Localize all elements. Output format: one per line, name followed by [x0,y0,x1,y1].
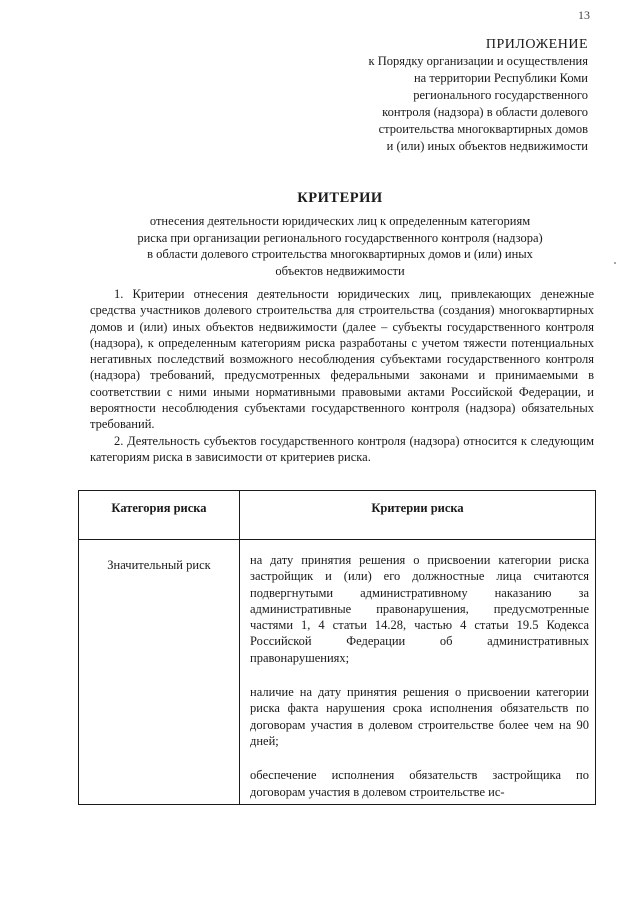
scan-speck [614,262,616,264]
appendix-line: контроля (надзора) в области долевого [382,105,588,119]
table-header-row [79,491,596,540]
heading-line: в области долевого строительства многоквартирных домов и (или) иных [147,247,533,261]
appendix-line: к Порядку организации и осуществления [368,54,588,68]
appendix-line: регионального государственного [413,88,588,102]
header-risk-category: Категория риска [79,491,240,540]
appendix-line: на территории Республики Коми [413,71,588,85]
criteria-text: наличие на дату принятия решения о присвоении категории риска факта нарушения срока исполнения обязательств по договорам участия в долевом строительстве более чем на 90 дней; [250,685,589,748]
body-text [90,286,594,465]
table-row [79,540,596,805]
risk-category-cell: Значительный риск [79,540,240,805]
criteria-item [250,684,589,749]
appendix-title: ПРИЛОЖЕНИЕ [485,37,588,52]
heading-line: объектов недвижимости [275,263,405,278]
criteria-text: на дату принятия решения о присвоении категории риска застройщик и (или) его должностные лица считаются подвергнутыми административному наказанию за административные правонарушения, предусмотренные частями 1, 4 статьи 14.28, частью 4 статьи 19.5 Кодекса Российской Федерации об административных правонарушениях; [250,553,589,665]
header-risk-criteria: Критерии риска [240,491,596,540]
appendix-block [288,36,588,155]
criteria-text: обеспечение исполнения обязательств застройщика по договорам участия в долевом строительстве ис- [250,768,589,799]
risk-criteria-cell [240,540,596,805]
criteria-item [250,552,589,666]
appendix-line: и (или) иных объектов недвижимости [386,139,588,153]
criteria-item [250,767,589,800]
criteria-table [78,490,596,805]
document-title: КРИТЕРИИ [297,190,383,206]
page-number: 13 [578,8,590,22]
heading-line: отнесения деятельности юридических лиц к определенным категориям [149,214,531,228]
paragraph-2: 2. Деятельность субъектов государственного контроля (надзора) относится к следующим категориям риска в зависимости от критериев риска. [90,433,594,464]
heading-line: риска при организации регионального государственного контроля (надзора) [137,230,543,245]
paragraph-1: 1. Критерии отнесения деятельности юридических лиц, привлекающих денежные средства участников долевого строительства для строительства (создания) многоквартирных домов и (или) иных объектов недвижимости (далее – субъекты государственного контроля (надзора), к определенным категориям риска разработаны с учетом тяжести потенциальных негативных последствий возможного несоблюдения субъектами государственного контроля (надзора) требований, предусмотренных федеральными законами и принимаемыми в соответствии с ними иными нормативными правовыми актами Российской Федерации, и вероятности несоблюдения субъектами государственного контроля (надзора) обязательных требований. [90,287,594,432]
document-heading [80,190,600,279]
appendix-line: строительства многоквартирных домов [378,122,588,136]
